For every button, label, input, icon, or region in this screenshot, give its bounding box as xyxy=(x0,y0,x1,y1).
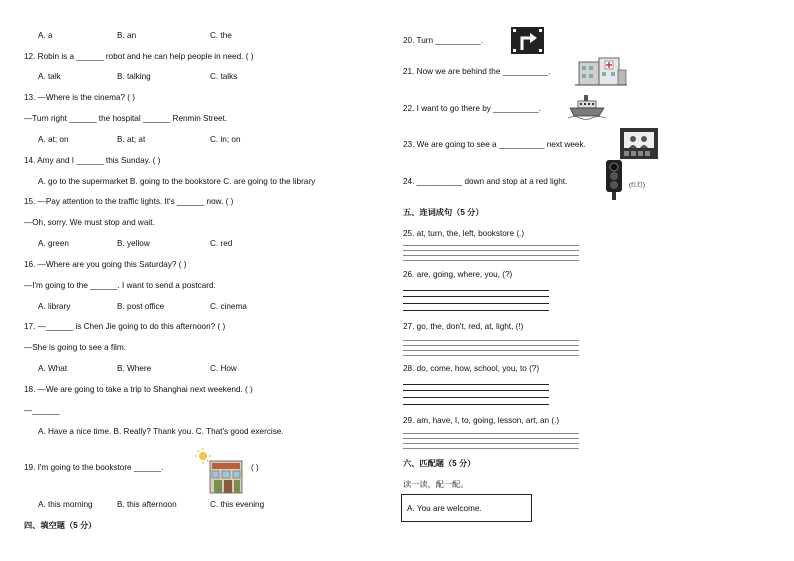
q13-option-b[interactable]: B. at; at xyxy=(117,135,146,144)
q11-option-b[interactable]: B. an xyxy=(117,31,137,40)
q20-text: 20. Turn __________. xyxy=(403,36,484,45)
q29-writing-line[interactable] xyxy=(403,438,579,439)
ship-icon xyxy=(568,93,606,120)
q13-answer-line: —Turn right ______ the hospital ______ Renmin Street. xyxy=(24,114,228,123)
q26-writing-line[interactable] xyxy=(403,303,549,304)
q27-writing-line[interactable] xyxy=(403,340,579,341)
q18-options[interactable]: A. Have a nice time. B. Really? Thank you. C. That's good exercise. xyxy=(38,427,284,436)
q12-stem: 12. Robin is a ______ robot and he can help people in need. ( ) xyxy=(24,52,254,61)
film-icon xyxy=(620,128,658,159)
q16-option-b[interactable]: B. post office xyxy=(117,302,165,311)
q19-option-a[interactable]: A. this morning xyxy=(38,500,93,509)
q17-question: 17. —______ is Chen Jie going to do this afternoon? ( ) xyxy=(24,322,226,331)
q15-option-a[interactable]: A. green xyxy=(38,239,69,248)
q27-writing-line[interactable] xyxy=(403,345,579,346)
section-5-heading: 五、连词成句（5 分） xyxy=(403,208,484,217)
q17-option-b[interactable]: B. Where xyxy=(117,364,152,373)
q28-writing-line[interactable] xyxy=(403,404,549,405)
q27-writing-line[interactable] xyxy=(403,355,579,356)
q13-question: 13. —Where is the cinema? ( ) xyxy=(24,93,136,102)
q26-writing-line[interactable] xyxy=(403,290,549,291)
q18-answer-line: —______ xyxy=(24,406,60,415)
q16-question: 16. —Where are you going this Saturday? ( ) xyxy=(24,260,187,269)
q13-option-a[interactable]: A. at; on xyxy=(38,135,69,144)
q23-text: 23. We are going to see a __________ next week. xyxy=(403,140,586,149)
match-option-a-box[interactable] xyxy=(401,494,532,522)
q11-option-a[interactable]: A. a xyxy=(38,31,53,40)
q16-option-a[interactable]: A. library xyxy=(38,302,71,311)
q12-option-c[interactable]: C. talks xyxy=(210,72,238,81)
q26-words: 26. are, going, where, you, (?) xyxy=(403,270,513,279)
q19-option-b[interactable]: B. this afternoon xyxy=(117,500,177,509)
section-6-instruction: 读一读，配一配。 xyxy=(403,480,469,489)
q26-writing-line[interactable] xyxy=(403,310,549,311)
q22-text: 22. I want to go there by __________. xyxy=(403,104,541,113)
q29-writing-line[interactable] xyxy=(403,448,579,449)
q25-writing-line[interactable] xyxy=(403,250,579,251)
hospital-icon xyxy=(575,56,627,86)
q29-words: 29. am, have, I, to, going, lesson, art, an (.) xyxy=(403,416,560,425)
q28-writing-line[interactable] xyxy=(403,384,549,385)
q19-option-c[interactable]: C. this evening xyxy=(210,500,265,509)
q27-words: 27. go, the, don't, red, at, light, (!) xyxy=(403,322,524,331)
q28-writing-line[interactable] xyxy=(403,397,549,398)
q14-stem: 14. Amy and I ______ this Sunday. ( ) xyxy=(24,156,161,165)
q21-text: 21. Now we are behind the __________. xyxy=(403,67,551,76)
q25-writing-line[interactable] xyxy=(403,255,579,256)
q16-answer-line: —I'm going to the ______. I want to send a postcard. xyxy=(24,281,216,290)
q19-stem: 19. I'm going to the bookstore ______. xyxy=(24,463,164,472)
q19-answer-paren[interactable]: ( ) xyxy=(251,463,259,472)
q25-writing-line[interactable] xyxy=(403,260,579,261)
q16-option-c[interactable]: C. cinema xyxy=(210,302,247,311)
section-6-heading: 六、匹配题（5 分） xyxy=(403,459,476,468)
q25-writing-line[interactable] xyxy=(403,245,579,246)
q15-option-b[interactable]: B. yellow xyxy=(117,239,150,248)
q17-option-c[interactable]: C. How xyxy=(210,364,237,373)
q14-options[interactable]: A. go to the supermarket B. going to the bookstore C. are going to the library xyxy=(38,177,316,186)
traffic-light-icon xyxy=(600,160,632,200)
q15-question: 15. —Pay attention to the traffic lights. It's ______ now. ( ) xyxy=(24,197,234,206)
q12-option-a[interactable]: A. talk xyxy=(38,72,61,81)
q17-option-a[interactable]: A. What xyxy=(38,364,68,373)
q11-option-c[interactable]: C. the xyxy=(210,31,232,40)
turn-right-sign-icon xyxy=(511,27,544,54)
red-light-caption: (红灯) xyxy=(629,183,645,189)
q29-writing-line[interactable] xyxy=(403,443,579,444)
q29-writing-line[interactable] xyxy=(403,433,579,434)
q28-writing-line[interactable] xyxy=(403,390,549,391)
q12-option-b[interactable]: B. talking xyxy=(117,72,151,81)
q25-words: 25. at, turn, the, left, bookstore (.) xyxy=(403,229,525,238)
q26-writing-line[interactable] xyxy=(403,296,549,297)
match-option-a-text: A. You are welcome. xyxy=(407,504,482,513)
section-4-heading: 四、填空题（5 分） xyxy=(24,521,97,530)
bookstore-icon xyxy=(194,447,246,495)
q15-answer-line: —Oh, sorry. We must stop and wait. xyxy=(24,218,155,227)
q27-writing-line[interactable] xyxy=(403,350,579,351)
q28-words: 28. do, come, how, school, you, to (?) xyxy=(403,364,540,373)
q17-answer-line: —She is going to see a film. xyxy=(24,343,126,352)
q13-option-c[interactable]: C. in; on xyxy=(210,135,241,144)
q18-question: 18. —We are going to take a trip to Shanghai next weekend. ( ) xyxy=(24,385,253,394)
q24-text: 24. __________ down and stop at a red light. xyxy=(403,177,568,186)
q15-option-c[interactable]: C. red xyxy=(210,239,233,248)
